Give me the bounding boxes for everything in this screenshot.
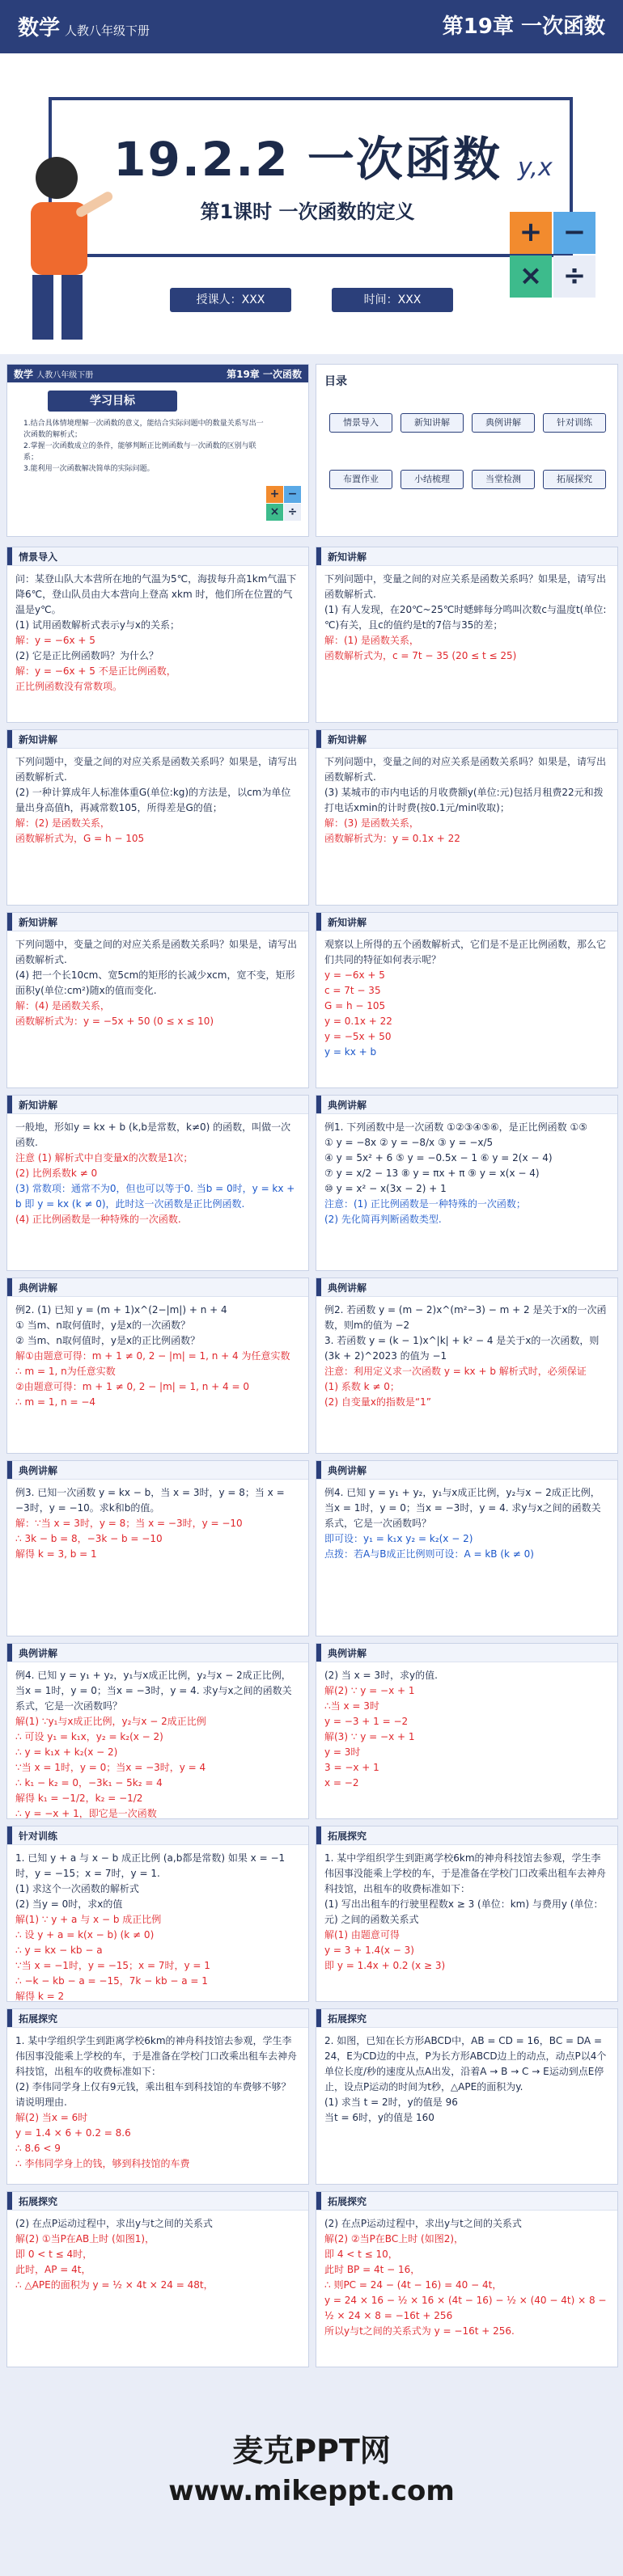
content-slide	[6, 1643, 309, 1819]
slide-title: 拓展探究	[19, 2013, 58, 2025]
slide-line: y = 24 × 16 − ½ × 16 × (4t − 16) − ½ × (40 − 4t) × 8 − ½ × 24 × 8 = −16t + 256	[324, 2295, 607, 2321]
slide-line: 解(3) ∵ y = −x + 1	[324, 1731, 415, 1742]
slide-line: 3 = −x + 1	[324, 1762, 379, 1773]
slide-line: (1) 试用函数解析式表示y与x的关系；	[15, 619, 180, 631]
slide-line: 注意：(1) 正比例函数是一种特殊的一次函数；	[324, 1198, 526, 1210]
content-slide	[316, 1095, 618, 1271]
slide-line: 问：某登山队大本营所在地的气温为5℃，海拔每升高1km气温下降6℃，登山队员由大本营向上登高 xkm 时，他们所在位置的气温是y℃。	[15, 573, 297, 615]
slide-line: y = −6x + 5	[324, 969, 385, 981]
slide-line: ∴ m = 1, n为任意实数	[15, 1366, 116, 1377]
slide-line: G = h − 105	[324, 1000, 386, 1011]
slide-body	[324, 2216, 609, 2339]
slide-title: 典例讲解	[328, 1100, 367, 1111]
toc-item[interactable]: 新知讲解	[400, 413, 464, 433]
slide-header	[316, 1278, 617, 1297]
slide-line: 解得 k₁ = −1/2，k₂ = −1/2	[15, 1793, 143, 1804]
slide-line: 解(1) ∵ y + a 与 x − b 成正比例	[15, 1914, 162, 1925]
slide-line: 下列问题中，变量之间的对应关系是函数关系吗？如果是，请写出函数解析式.	[324, 573, 607, 600]
slide-title: 典例讲解	[19, 1282, 58, 1294]
slide-line: 解(2) ①当P在AB上时 (如图1)，	[15, 2233, 155, 2244]
divide-icon: ÷	[553, 255, 595, 298]
slide-line: 例2. 若函数 y = (m − 2)x^(m²−3) − m + 2 是关于x的一次函数，则m的值为 −2	[324, 1304, 607, 1331]
goal-item: 1.结合具体情境理解一次函数的意义，能结合实际问题中的数量关系写出一次函数的解析式；	[23, 420, 264, 439]
slide-line: 解：(1) 是函数关系，	[324, 635, 419, 646]
slide-line: y = −3 + 1 = −2	[324, 1716, 409, 1727]
main-title: 19.2.2 一次函数	[113, 132, 502, 187]
content-slide	[316, 547, 618, 723]
slide-line: (4) 正比例函数是一种特殊的一次函数.	[15, 1214, 181, 1225]
content-slide	[6, 1277, 309, 1454]
slide-line: ① 当m、n取何值时，y是x的一次函数？	[15, 1320, 191, 1331]
slide-line: ∴ 设 y + a = k(x − b) (k ≠ 0)	[15, 1929, 155, 1940]
slide-title: 针对训练	[19, 1831, 58, 1842]
toc-title: 目录	[324, 375, 347, 388]
slide-line: ∴ y = k₁x + k₂(x − 2)	[15, 1746, 118, 1758]
footer-url[interactable]: www.mikeppt.com	[168, 2475, 455, 2507]
slide-body	[15, 2216, 300, 2293]
slide-line: 例4. 已知 y = y₁ + y₂，y₁与x成正比例，y₂与x − 2成正比例，当x = 1时，y = 0；当x = −3时，y = 4. 求y与x之间的函数关系式，它是一次函数吗？	[324, 1487, 601, 1529]
slide-goals	[6, 364, 309, 537]
slide-line: 注意 (1) 解析式中自变量x的次数是1次；	[15, 1152, 193, 1163]
goal-item: 2.掌握一次函数成立的条件，能够判断正比例函数与一次函数的区别与联系；	[23, 442, 256, 462]
slide-title: 拓展探究	[328, 2013, 367, 2025]
slide-line: 即 4 < t ≤ 10，	[324, 2249, 398, 2260]
slide-line: 解：(2) 是函数关系，	[15, 817, 110, 829]
slide-body	[324, 1668, 609, 1791]
slide-line: y = 0.1x + 22	[324, 1016, 392, 1027]
slide-title: 新知讲解	[328, 917, 367, 928]
slide-line: 函数解析式为：y = 0.1x + 22	[324, 833, 460, 844]
slide-line: (2) 一种计算成年人标准体重G(单位:kg)的方法是，以cm为单位量出身高值h，再减常数105，所得差是G的值；	[15, 787, 291, 813]
slide-header	[316, 1096, 617, 1114]
slide-line: 解(1) 由题意可得	[324, 1929, 400, 1940]
slide-title: 典例讲解	[328, 1648, 367, 1659]
slide-line: ∴ △APE的面积为 y = ½ × 4t × 24 = 48t，	[15, 2279, 214, 2291]
slide-line: y = 3 + 1.4(x − 3)	[324, 1945, 414, 1956]
content-slide	[316, 2191, 618, 2367]
slide-line: (1) 求当 t = 2时，y的值是 96	[324, 2097, 458, 2108]
cover-slide	[0, 0, 623, 354]
slide-line: 解：(3) 是函数关系，	[324, 817, 419, 829]
slide-line: (1) 系数 k ≠ 0；	[324, 1381, 400, 1392]
slide-line: y = kx + b	[324, 1046, 377, 1058]
slide-line: ∴ y = −x + 1，即它是一次函数	[15, 1808, 157, 1819]
slide-body	[324, 1485, 609, 1562]
content-slide	[6, 1095, 309, 1271]
content-slide	[316, 729, 618, 906]
header-bar	[7, 547, 12, 565]
slide-body	[324, 1120, 609, 1227]
header-bar	[7, 1096, 12, 1113]
slide-line: 所以y与t之间的关系式为 y = −16t + 256.	[324, 2325, 515, 2337]
slide-line: c = 7t − 35	[324, 985, 381, 996]
course-label: 数学 人教八年级下册	[18, 16, 150, 40]
header-bar	[316, 1826, 321, 1844]
slide-body	[15, 1120, 300, 1227]
slide-line: ④ y = 5x² + 6 ⑤ y = −0.5x − 1 ⑥ y = 2(x − 4)	[324, 1152, 553, 1163]
content-slide	[316, 1277, 618, 1454]
toc-item[interactable]: 拓展探究	[543, 470, 606, 489]
header-bar	[316, 2009, 321, 2027]
slide-header	[7, 1644, 308, 1662]
slide-line: ∴ 李伟同学身上的钱，够到科技馆的车费	[15, 2158, 190, 2169]
sub-title: 第1课时 一次函数的定义	[200, 201, 415, 223]
footer-logo	[0, 2426, 623, 2507]
header-bar	[316, 1096, 321, 1113]
slide-body	[15, 572, 300, 695]
times-icon: ×	[510, 255, 552, 298]
slide-line: (2) 在点P运动过程中，求出y与t之间的关系式	[15, 2218, 213, 2229]
slide-line: (1) 写出出租车的行驶里程数x ≥ 3 (单位：km) 与费用y (单位：元) 之间的函数关系式	[324, 1898, 604, 1925]
slide-header	[7, 1278, 308, 1297]
slide-line: ∴ 则PC = 24 − (4t − 16) = 40 − 4t，	[324, 2279, 502, 2291]
slide-header	[316, 1461, 617, 1480]
slide-header	[316, 913, 617, 931]
slide-title: 新知讲解	[19, 734, 58, 745]
slide-line: 此时 BP = 4t − 16，	[324, 2264, 421, 2275]
header-bar	[7, 913, 12, 931]
slide-line: 即可设：y₁ = k₁x y₂ = k₂(x − 2)	[324, 1533, 473, 1544]
slide-header	[316, 1826, 617, 1845]
content-slide	[6, 2008, 309, 2185]
slide-toc	[316, 364, 618, 537]
slide-body	[324, 754, 609, 847]
teacher-label: 授课人：XXX	[170, 288, 291, 312]
yx-decoration: y,x	[518, 154, 553, 182]
slide-line: (2) 比例系数k ≠ 0	[15, 1168, 98, 1179]
slide-body	[324, 572, 609, 664]
slide-line: ∴ 3k − b = 8，−3k − b = −10	[15, 1533, 163, 1544]
slide-line: 函数解析式为，G = h − 105	[15, 833, 145, 844]
header-bar	[316, 913, 321, 931]
operator-mini-icon: + − × ÷	[266, 486, 302, 522]
slide-line: 注意：利用定义求一次函数 y = kx + b 解析式时，必须保证	[324, 1366, 587, 1377]
slide-title: 情景导入	[19, 551, 58, 563]
toc-item[interactable]: 针对训练	[543, 413, 606, 433]
header-bar	[316, 730, 321, 748]
slide-line: ∴当 x = 3时	[324, 1700, 379, 1712]
slide-line: ∴ 可设 y₁ = k₁x，y₂ = k₂(x − 2)	[15, 1731, 163, 1742]
header-bar	[7, 1826, 12, 1844]
slide-header	[7, 1096, 308, 1114]
slide-line: (2) 当y = 0时，求x的值	[15, 1898, 123, 1910]
slide-line: 点拨：若A与B成正比例则可设：A = kB (k ≠ 0)	[324, 1548, 534, 1560]
time-label: 时间：XXX	[332, 288, 453, 312]
footer-site-name: 麦克PPT网	[232, 2433, 391, 2468]
slide-line: 函数解析式为：y = −5x + 50 (0 ≤ x ≤ 10)	[15, 1016, 214, 1027]
toc-item[interactable]: 布置作业	[329, 470, 392, 489]
header-bar	[7, 1461, 12, 1479]
slide-line: (2) 先化简再判断函数类型.	[324, 1214, 442, 1225]
slide-line: 函数解析式为，c = 7t − 35 (20 ≤ t ≤ 25)	[324, 650, 517, 661]
slide-header	[316, 1644, 617, 1662]
slide-line: ∴ k₁ − k₂ = 0，−3k₁ − 5k₂ = 4	[15, 1777, 163, 1788]
slide-title: 典例讲解	[19, 1648, 58, 1659]
slide-line: (3) 常数项：通常不为0，但也可以等于0. 当b = 0时，y = kx + b 即 y = kx (k ≠ 0)，此时这一次函数是正比例函数.	[15, 1183, 295, 1210]
header-bar	[7, 1644, 12, 1662]
slide-title: 新知讲解	[328, 551, 367, 563]
slide-line: y = −5x + 50	[324, 1031, 392, 1042]
slide-title: 拓展探究	[328, 1831, 367, 1842]
header-bar	[316, 1278, 321, 1296]
slide-line: 观察以上所得的五个函数解析式，它们是不是正比例函数，那么它们共同的特征如何表示呢？	[324, 939, 607, 965]
header-bar	[7, 2009, 12, 2027]
toc-item[interactable]: 当堂检测	[472, 470, 535, 489]
slide-body	[15, 2033, 300, 2172]
slide-body	[15, 1851, 300, 2002]
slide-line: ∴ 8.6 < 9	[15, 2143, 61, 2154]
content-slide	[316, 912, 618, 1088]
slide-body	[15, 1303, 300, 1410]
slide-body	[15, 1485, 300, 1562]
slide-line: (3) 某城市的市内电话的月收费额y(单位:元)包括月租费22元和拨打电话xmin的计时费(按0.1元/min收取)；	[324, 787, 604, 813]
slide-line: 即 y = 1.4x + 0.2 (x ≥ 3)	[324, 1960, 446, 1971]
slide-line: ∴ y = kx − kb − a	[15, 1945, 103, 1956]
slide-header	[7, 1461, 308, 1480]
slide-line: 解得 k = 3, b = 1	[15, 1548, 97, 1560]
slide-header	[7, 730, 308, 749]
header-bar	[7, 2192, 12, 2210]
minus-icon: −	[553, 212, 595, 254]
slide-line: 1. 某中学组织学生到距离学校6km的神舟科技馆去参观，学生李伟因事没能乘上学校的车，于是准备在学校门口改乘出租车去神舟科技馆，出租车的收费标准如下：	[15, 2035, 298, 2077]
slide-line: ∴ m = 1, n = −4	[15, 1396, 96, 1408]
goals-list	[23, 418, 266, 475]
slide-line: 解(1) ∵y₁与x成正比例，y₂与x − 2成正比例	[15, 1716, 206, 1727]
slide-line: x = −2	[324, 1777, 359, 1788]
slide-line: ② 当m、n取何值时，y是x的正比例函数？	[15, 1335, 201, 1346]
slide-line: (4) 把一个长10cm、宽5cm的矩形的长减少xcm，宽不变，矩形面积y(单位:cm²)随x的值而变化.	[15, 969, 295, 996]
slide-line: ②由题意可得：m + 1 ≠ 0, 2 − |m| = 1, n + 4 = 0	[15, 1381, 249, 1392]
slide-line: 下列问题中，变量之间的对应关系是函数关系吗？如果是，请写出函数解析式.	[15, 756, 298, 783]
slide-line: 当t = 6时，y的值是 160	[324, 2112, 434, 2123]
slide-line: (2) 当 x = 3时，求y的值.	[324, 1670, 438, 1681]
slide-body	[324, 2033, 609, 2126]
slide-line: 2. 如图，已知在长方形ABCD中，AB = CD = 16，BC = DA = 24，E为CD边的中点，P为长方形ABCD边上的动点，动点P以4个单位长度/秒的速度从点A出发，沿着A → B → C → E运动到点E停止，设点P运动的时间为t秒，△APE的面积为y.	[324, 2035, 607, 2092]
slide-title: 新知讲解	[19, 917, 58, 928]
slide-line: 解：y = −6x + 5	[15, 635, 95, 646]
slide-line: (1) 有人发现，在20℃~25℃时蟋蟀每分鸣叫次数c与温度t(单位:℃)有关，且c的值约是t的7倍与35的差；	[324, 604, 607, 631]
slide-line: 即 0 < t ≤ 4时，	[15, 2249, 93, 2260]
slide-line: 正比例函数没有常数项。	[15, 681, 123, 692]
slide-body	[15, 1668, 300, 1819]
toc-item[interactable]: 典例讲解	[472, 413, 535, 433]
slide-line: 解得 k = 2	[15, 1991, 65, 2002]
slide-title: 典例讲解	[19, 1465, 58, 1476]
header-bar	[316, 2192, 321, 2210]
slide-body	[15, 937, 300, 1029]
toc-item[interactable]: 情景导入	[329, 413, 392, 433]
slide-line: 下列问题中，变量之间的对应关系是函数关系吗？如果是，请写出函数解析式.	[324, 756, 607, 783]
slide-body	[15, 754, 300, 847]
slide-header	[316, 2192, 617, 2211]
slide-line: 解：(4) 是函数关系，	[15, 1000, 110, 1011]
slide-line: ∵当 x = −1时，y = −15；x = 7时，y = 1	[15, 1960, 210, 1971]
header-bar	[316, 1461, 321, 1479]
content-slide	[6, 729, 309, 906]
header-bar	[316, 547, 321, 565]
slide-title: 拓展探究	[328, 2196, 367, 2207]
plus-icon: +	[510, 212, 552, 254]
slide-line: 例3. 已知一次函数 y = kx − b，当 x = 3时，y = 8；当 x = −3时，y = −10。求k和b的值。	[15, 1487, 285, 1514]
toc-item[interactable]: 小结梳理	[400, 470, 464, 489]
slide-line: ① y = −8x ② y = −8/x ③ y = −x/5	[324, 1137, 494, 1148]
goal-item: 3.能利用一次函数解决简单的实际问题。	[23, 465, 155, 473]
header-bar	[7, 1278, 12, 1296]
slide-line: 1. 某中学组织学生到距离学校6km的神舟科技馆去参观，学生李伟因事没能乘上学校的车，于是准备在学校门口改乘出租车去神舟科技馆，出租车的收费标准如下：	[324, 1852, 607, 1894]
content-slide	[6, 1460, 309, 1636]
slide-body	[324, 1851, 609, 1974]
slide-line: 例1. 下列函数中是一次函数 ①②③④⑤⑥，是正比例函数 ①⑤	[324, 1121, 587, 1133]
slide-line: 1. 已知 y + a 与 x − b 成正比例 (a,b都是常数) 如果 x = −1时，y = −15；x = 7时，y = 1.	[15, 1852, 286, 1879]
slide-header	[7, 547, 308, 566]
slide-line: y = 1.4 × 6 + 0.2 = 8.6	[15, 2127, 131, 2139]
slide-header	[7, 2009, 308, 2028]
content-slide	[316, 1643, 618, 1819]
header-bar	[7, 730, 12, 748]
content-slide	[6, 1826, 309, 2002]
slide-line: (2) 李伟同学身上仅有9元钱，乘出租车到科技馆的车费够不够？请说明理由.	[15, 2081, 291, 2108]
slide-title: 典例讲解	[328, 1282, 367, 1294]
content-slide	[316, 1460, 618, 1636]
slide-line: ∵当 x = 1时，y = 0；当x = −3时，y = 4	[15, 1762, 206, 1773]
slide-line: 解(2) ②当P在BC上时 (如图2)，	[324, 2233, 464, 2244]
content-slide	[6, 912, 309, 1088]
slide-line: (2) 在点P运动过程中，求出y与t之间的关系式	[324, 2218, 522, 2229]
content-slide	[316, 2008, 618, 2185]
slide-title: 新知讲解	[328, 734, 367, 745]
slide-header	[316, 2009, 617, 2028]
slide-line: 下列问题中，变量之间的对应关系是函数关系吗？如果是，请写出函数解析式.	[15, 939, 298, 965]
slide-line: 解(2) 当x = 6时	[15, 2112, 88, 2123]
header-bar	[316, 1644, 321, 1662]
slide-line: ⑦ y = x/2 − 13 ⑧ y = πx + π ⑨ y = x(x − 4)	[324, 1168, 540, 1179]
slide-line: 解：y = −6x + 5 不是正比例函数，	[15, 665, 176, 677]
operator-grid	[510, 212, 599, 301]
slide-line: ⑩ y = x² − x(3x − 2) + 1	[324, 1183, 447, 1194]
slide-body	[324, 937, 609, 1060]
slide-header	[316, 730, 617, 749]
slide-line: 例4. 已知 y = y₁ + y₂，y₁与x成正比例，y₂与x − 2成正比例，当x = 1时，y = 0；当x = −3时，y = 4. 求y与x之间的函数关系式，它是一次函数吗？	[15, 1670, 292, 1712]
content-slide	[6, 547, 309, 723]
slide-header	[7, 913, 308, 931]
slide-title: 典例讲解	[328, 1465, 367, 1476]
slide-body	[324, 1303, 609, 1410]
slide-line: 3. 若函数 y = (k − 1)x^|k| + k² − 4 是关于x的一次函数，则(3k + 2)^2023 的值为 −1	[324, 1335, 600, 1362]
slide-header	[7, 1826, 308, 1845]
student-illustration	[0, 146, 121, 354]
slide-header	[7, 2192, 308, 2211]
content-slide	[316, 1826, 618, 2002]
slide-title: 新知讲解	[19, 1100, 58, 1111]
goals-title: 学习目标	[48, 391, 177, 412]
slide-line: 解①由题意可得：m + 1 ≠ 0, 2 − |m| = 1, n + 4 为任意实数	[15, 1350, 290, 1362]
slide-title: 拓展探究	[19, 2196, 58, 2207]
slide-line: (2) 自变量x的指数是“1”	[324, 1396, 431, 1408]
chapter-label: 第19章 一次函数	[442, 15, 605, 39]
slide-line: y = 3时	[324, 1746, 361, 1758]
slide-line: 一般地，形如y = kx + b (k,b是常数，k≠0) 的函数，叫做一次函数.	[15, 1121, 291, 1148]
goals-course: 数学 人教八年级下册	[14, 369, 94, 380]
slide-line: ∴ −k − kb − a = −15，7k − kb − a = 1	[15, 1975, 208, 1987]
slide-line: (1) 求这个一次函数的解析式	[15, 1883, 139, 1894]
slide-line: 此时，AP = 4t，	[15, 2264, 91, 2275]
slide-line: 解(2) ∵ y = −x + 1	[324, 1685, 415, 1696]
slide-line: 解：∵当 x = 3时，y = 8；当 x = −3时，y = −10	[15, 1518, 243, 1529]
slide-line: 例2. (1) 已知 y = (m + 1)x^(2−|m|) + n + 4	[15, 1304, 227, 1315]
goals-chapter: 第19章 一次函数	[227, 369, 302, 380]
content-slide	[6, 2191, 309, 2367]
slide-line: (2) 它是正比例函数吗？为什么？	[15, 650, 159, 661]
slide-header	[316, 547, 617, 566]
